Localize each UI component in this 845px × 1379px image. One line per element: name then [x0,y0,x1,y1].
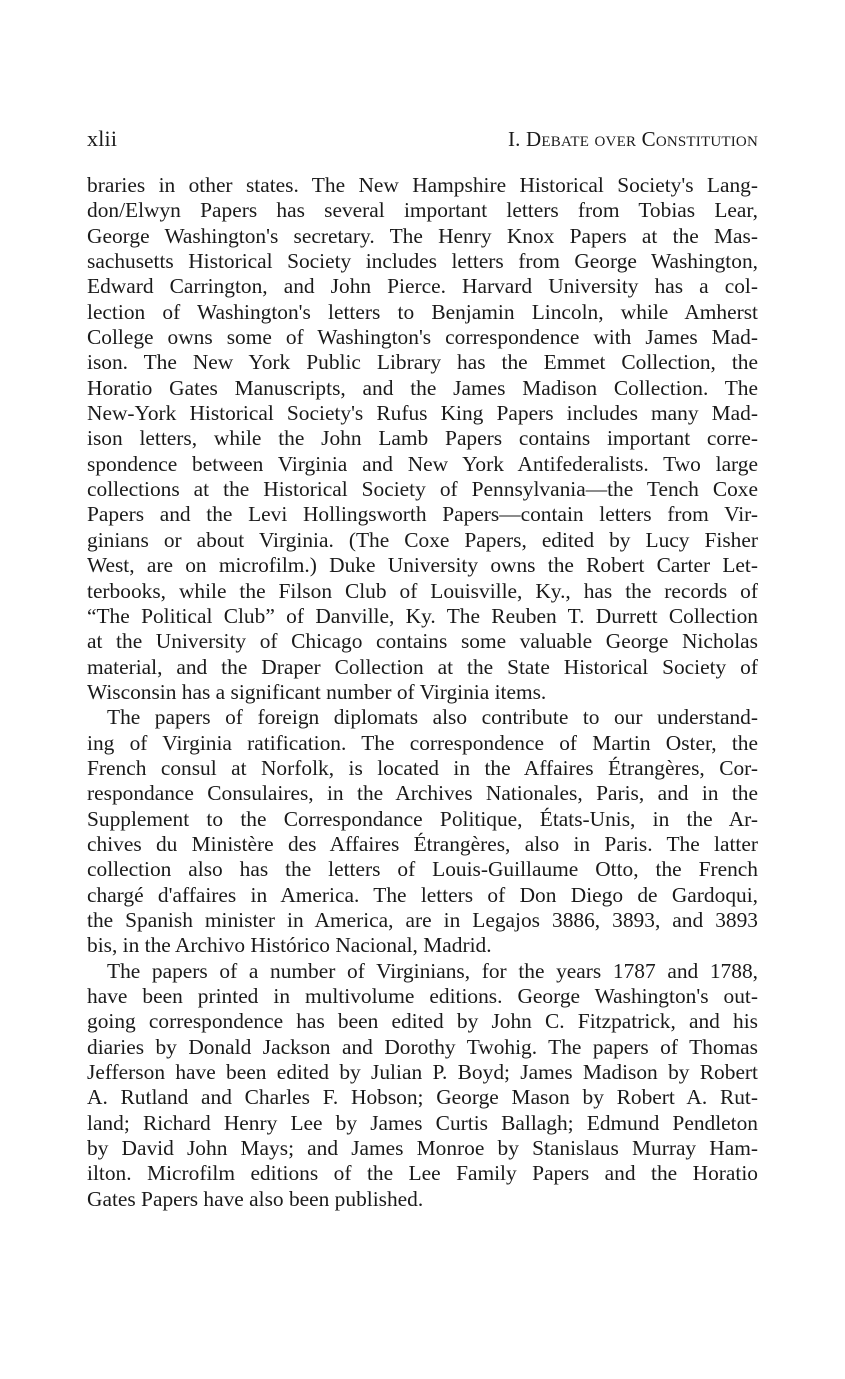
text-line: ison. The New York Public Library has the Emmet Collection, the [87,350,758,375]
section-title: I. Debate over Constitution [507,127,758,151]
text-line: ing of Virginia ratification. The correspondence of Martin Oster, the [87,730,758,755]
running-head [87,126,758,156]
text-line: Jefferson have been edited by Julian P. Boyd; James Madison by Robert [87,1060,758,1085]
text-line: terbooks, while the Filson Club of Louisville, Ky., has the records of [87,578,758,603]
paragraph [87,173,758,705]
text-line: New-York Historical Society's Rufus King Papers includes many Mad- [87,401,758,426]
text-line: “The Political Club” of Danville, Ky. The Reuben T. Durrett Collection [87,603,758,628]
text-line: by David John Mays; and James Monroe by Stanislaus Murray Ham- [87,1136,758,1161]
text-line: chargé d'affaires in America. The letters of Don Diego de Gardoqui, [87,882,758,907]
text-line: spondence between Virginia and New York Antifederalists. Two large [87,451,758,476]
text-line: at the University of Chicago contains some valuable George Nicholas [87,629,758,654]
text-line: the Spanish minister in America, are in Legajos 3886, 3893, and 3893 [87,907,758,932]
text-line: The papers of a number of Virginians, for the years 1787 and 1788, [107,958,758,983]
text-line: French consul at Norfolk, is located in the Affaires Étrangères, Cor- [87,755,758,780]
text-line: A. Rutland and Charles F. Hobson; George Mason by Robert A. Rut- [87,1085,758,1110]
text-line: Horatio Gates Manuscripts, and the James Madison Collection. The [87,375,758,400]
text-line: lection of Washington's letters to Benjamin Lincoln, while Amherst [87,299,758,324]
text-line: going correspondence has been edited by John C. Fitzpatrick, and his [87,1009,758,1034]
text-line: West, are on microfilm.) Duke University owns the Robert Carter Let- [87,553,758,578]
text-line: braries in other states. The New Hampshire Historical Society's Lang- [87,173,758,197]
text-line: collections at the Historical Society of Pennsylvania—the Tench Coxe [87,477,758,502]
text-line: College owns some of Washington's correspondence with James Mad- [87,325,758,350]
text-line: collection also has the letters of Louis-Guillaume Otto, the French [87,857,758,882]
text-line: have been printed in multivolume editions. George Washington's out- [87,984,758,1008]
body-text [87,173,758,1212]
text-line: George Washington's secretary. The Henry Knox Papers at the Mas- [87,223,758,248]
text-line: bis, in the Archivo Histórico Nacional, Madrid. [87,933,492,958]
page-number: xlii [87,126,118,151]
text-line: ginians or about Virginia. (The Coxe Papers, edited by Lucy Fisher [87,527,758,552]
text-line: ison letters, while the John Lamb Papers contains important corre- [87,426,758,451]
text-line: material, and the Draper Collection at the State Historical Society of [87,654,758,679]
text-line: chives du Ministère des Affaires Étrangères, also in Paris. The latter [87,831,758,856]
text-line: diaries by Donald Jackson and Dorothy Twohig. The papers of Thomas [87,1034,758,1059]
text-line: respondance Consulaires, in the Archives Nationales, Paris, and in the [87,781,758,806]
text-line: sachusetts Historical Society includes letters from George Washington, [87,249,758,274]
paragraph [87,959,758,1212]
text-line: land; Richard Henry Lee by James Curtis Ballagh; Edmund Pendleton [87,1110,758,1135]
text-line: Papers and the Levi Hollingsworth Papers—contain letters from Vir- [87,502,758,527]
text-line: don/Elwyn Papers has several important letters from Tobias Lear, [87,198,758,223]
text-line: Gates Papers have also been published. [87,1186,424,1211]
text-line: The papers of foreign diplomats also contribute to our understand- [107,705,758,730]
text-line: Edward Carrington, and John Pierce. Harvard University has a col- [87,274,758,299]
text-line: Supplement to the Correspondance Politique, États-Unis, in the Ar- [87,806,758,831]
text-line: Wisconsin has a significant number of Virginia items. [87,679,547,704]
paragraph [87,705,758,958]
text-line: ilton. Microfilm editions of the Lee Family Papers and the Horatio [87,1161,758,1186]
